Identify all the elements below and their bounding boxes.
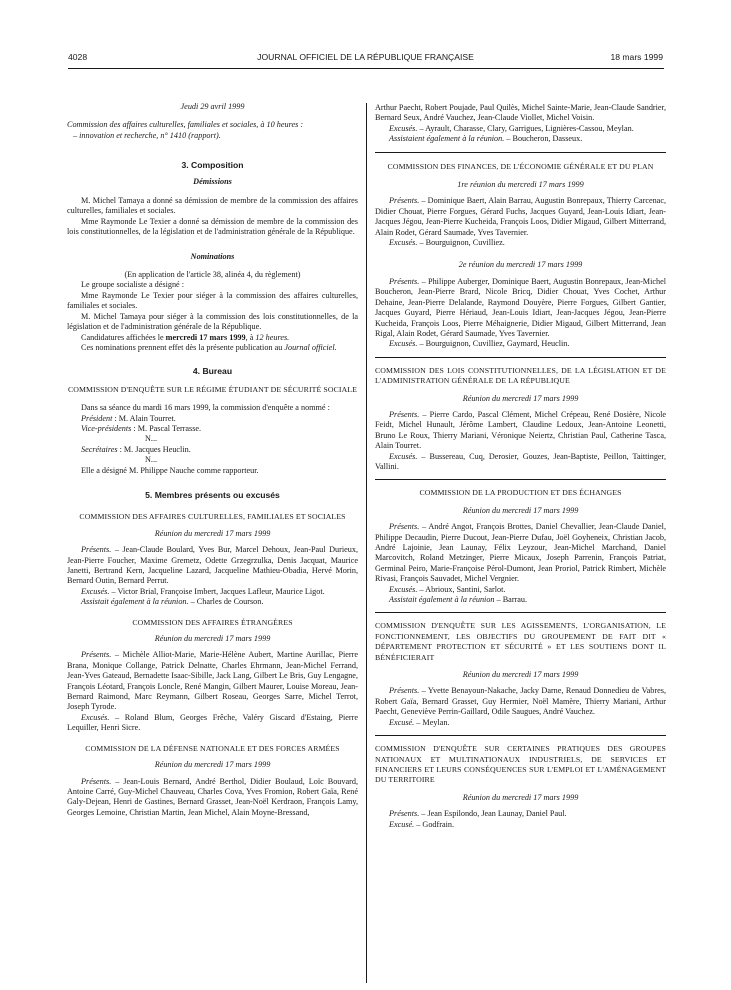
- bureau-seance: Dans sa séance du mardi 16 mars 1999, la commission d'enquête a nommé :: [81, 403, 330, 413]
- excuses-label: Excusés.: [389, 238, 418, 248]
- bureau-president: [67, 414, 358, 424]
- excuses-list: – Bourguignon, Cuvilliez.: [417, 238, 505, 248]
- vice-presidents-label: Vice-présidents: [81, 423, 132, 433]
- commission-finances: COMMISSION DES FINANCES, DE L'ÉCONOMIE GÉNÉRALE ET DU PLAN: [387, 161, 654, 171]
- demission-2: Mme Raymonde Le Texier a donné sa démission de membre de la commission des lois constitutionnelles, de la législation et de l'administration générale de la République.: [67, 216, 358, 237]
- c3-presents: [67, 777, 358, 819]
- c4-reunion-2-date: 2e réunion du mercredi 17 mars 1999: [458, 260, 583, 270]
- session-date: Jeudi 29 avril 1999: [180, 102, 245, 111]
- c7-excuse: [375, 718, 666, 728]
- c8-excuse: [375, 820, 666, 830]
- bureau-rapporteur: Elle a désigné M. Philippe Nauche comme rapporteur.: [81, 465, 259, 475]
- assistaient-label: Assistaient également à la réunion.: [389, 134, 505, 144]
- presents-label: Présents.: [81, 776, 112, 786]
- c2-excuses: [67, 713, 358, 734]
- c2-presents: [67, 650, 358, 712]
- section-bureau-title: 4. Bureau: [192, 366, 233, 377]
- bureau-secretaires: [67, 445, 358, 455]
- secretaire-vacant: N...: [145, 455, 158, 465]
- c4-r1-presents: [375, 196, 666, 238]
- secretaires-label: Secrétaires: [81, 444, 118, 454]
- vice-president-vacant: N...: [145, 434, 158, 444]
- vice-president-name: : M. Pascal Terrasse.: [131, 423, 202, 433]
- page-header: [68, 52, 663, 66]
- c3-presents-continued: Arthur Paecht, Robert Poujade, Paul Quilès, Michel Sainte-Marie, Jean-Claude Sandrier, Bernard Seux, André Vauchez, Jean-Claude Viollet, Michel Voisin.: [375, 103, 666, 123]
- c5-date: Réunion du mercredi 17 mars 1999: [462, 393, 579, 403]
- nomination-1: Mme Raymonde Le Texier pour siéger à la commission des affaires culturelles, familiales et sociales.: [67, 290, 358, 311]
- excuses-label: Excusés.: [389, 123, 418, 133]
- excuses-list: – Bussereau, Cuq, Derosier, Gouzes, Jean-Baptiste, Peillon, Taittinger, Vallini.: [375, 451, 666, 471]
- left-column: [67, 102, 358, 818]
- presents-label: Présents.: [389, 686, 420, 696]
- nomination-2: M. Michel Tamaya pour siéger à la commission des lois constitutionnelles, de la législation et de l'administration générale de la République.: [67, 311, 358, 332]
- presents-label: Présents.: [81, 545, 112, 555]
- c1-presents: [67, 545, 358, 587]
- excuses-list: – Bourguignon, Cuvilliez, Gaymard, Heuclin.: [417, 339, 570, 349]
- page-number: 4028: [68, 52, 88, 62]
- nominations-reference: (En application de l'article 38, alinéa 4, du règlement): [124, 270, 301, 280]
- presents-list: – Jean-Louis Bernard, André Berthol, Didier Boulaud, Loïc Bouvard, Antoine Carré, Guy-Michel Chauveau, Charles Cova, Yves Fromion, Robert Gaïa, René Galy-Dejean, Henri de Gastines, Bernard Grasset, Jean-Noël Kerdraon, François Lamy, Georges Lemoine, Christian Martin, Jean Michel, Alain Moyne-Bressand,: [67, 776, 358, 817]
- c6-presents: [375, 522, 666, 584]
- commission-line: Commission des affaires culturelles, familiales et sociales, à 10 heures :: [67, 120, 304, 130]
- separator-rule: [375, 152, 666, 153]
- presents-label: Présents.: [389, 809, 420, 819]
- commission-enquete-dps: COMMISSION D'ENQUÊTE SUR LES AGISSEMENTS, L'ORGANISATION, LE FONCTIONNEMENT, LES OBJECTIFS DU GROUPEMENT DE FAIT DIT « DÉPARTEMENT PROTECTION ET SÉCURITÉ » ET LES SOUTIENS DONT IL BÉNÉFICIERAIT: [375, 621, 666, 662]
- presents-list: – Yvette Benayoun-Nakache, Jacky Darne, Renaud Donnedieu de Vabres, Robert Gaïa, Bernard Grasset, Guy Hermier, Noël Mamère, Thierry Mariani, Arthur Paecht, Geneviève Perrin-Gaillard, Odile Saugues, André Vauchez.: [375, 686, 666, 717]
- excuses-list: – Victor Brial, Françoise Imbert, Jacques Lafleur, Maurice Ligot.: [109, 586, 325, 596]
- commission-lois-constitutionnelles: COMMISSION DES LOIS CONSTITUTIONNELLES, DE LA LÉGISLATION ET DE L'ADMINISTRATION GÉNÉRALE DE LA RÉPUBLIQUE: [375, 365, 666, 386]
- demissions-title: Démissions: [193, 176, 232, 186]
- commission-affaires-etrangeres: COMMISSION DES AFFAIRES ÉTRANGÈRES: [132, 617, 293, 627]
- c8-date: Réunion du mercredi 17 mars 1999: [462, 792, 579, 802]
- presents-list: – Pierre Cardo, Pascal Clément, Michel Crépeau, René Dosière, Nicole Feidt, Michel Hunault, Jérôme Lambert, Claudine Ledoux, Jean-Antoine Leonetti, Bruno Le Roux, Thierry Mariani, Véronique Neiertz, Christian Paul, Catherine Tasca, Alain Tourret.: [375, 409, 666, 451]
- c4-reunion-1-date: 1re réunion du mercredi 17 mars 1999: [457, 180, 584, 190]
- excuse-label: Excusé.: [389, 717, 415, 727]
- commission-production-echanges: COMMISSION DE LA PRODUCTION ET DES ÉCHANGES: [419, 488, 622, 498]
- separator-rule: [375, 357, 666, 358]
- header-rule: [68, 68, 664, 69]
- issue-date: 18 mars 1999: [610, 52, 663, 62]
- separator-rule: [375, 735, 666, 736]
- excuse-label: Excusé.: [389, 819, 415, 829]
- presents-label: Présents.: [389, 409, 420, 419]
- excuses-label: Excusés.: [81, 712, 110, 722]
- c2-date: Réunion du mercredi 17 mars 1999: [154, 634, 271, 644]
- nominations-effect-text: Ces nominations prennent effet dès la présente publication au: [81, 342, 285, 352]
- assistait-name: – Charles de Courson.: [188, 597, 264, 607]
- c1-excuses: [67, 587, 358, 597]
- excuses-list: – Abrioux, Santini, Sarlot.: [417, 584, 506, 594]
- c3-assistaient: [375, 134, 666, 144]
- presents-list: – André Angot, François Brottes, Daniel Chevallier, Jean-Claude Daniel, Philippe Decaudin, Pierre Ducout, Jean-Pierre Dufau, Joël Goyheneix, Christian Jacob, André Lajoinie, Jean Launay, Félix Leyzour, Jean-Michel Marchand, Daniel Marcovitch, Roland Metzinger, Pierre Micaux, Joseph Parrenin, François Patriat, Germinal Peiro, Marie-Françoise Pérol-Dumont, Jean Proriol, Patrick Rimbert, Michèle Rivasi, François Sauvadet, Michel Vergnier.: [375, 522, 666, 584]
- nominations-title: Nominations: [190, 251, 235, 261]
- assistaient-names: – Boucheron, Dasseux.: [504, 134, 583, 144]
- excuses-label: Excusés.: [81, 586, 110, 596]
- commission-defense-nationale: COMMISSION DE LA DÉFENSE NATIONALE ET DES FORCES ARMÉES: [85, 743, 340, 753]
- nominations-intro: Le groupe socialiste a désigné :: [81, 280, 184, 290]
- c6-excuses: [375, 585, 666, 595]
- c4-r2-presents: [375, 277, 666, 339]
- excuses-list: – Ayrault, Charasse, Clary, Garrigues, Lignières-Cassou, Meylan.: [417, 123, 634, 133]
- agenda-item: – innovation et recherche, n° 1410 (rapport).: [73, 130, 221, 140]
- presents-label: Présents.: [81, 650, 112, 660]
- presents-label: Présents.: [389, 522, 420, 532]
- column-divider: [366, 103, 367, 983]
- c4-r1-excuses: [375, 238, 666, 248]
- c5-presents: [375, 410, 666, 452]
- demission-1: M. Michel Tamaya a donné sa démission de membre de la commission des affaires culturelles, familiales et sociales.: [67, 196, 358, 216]
- presents-list: – Dominique Baert, Alain Barrau, Augustin Bonrepaux, Thierry Carcenac, Didier Chouat, Pierre Forgues, Gérard Fuchs, Jacques Guyard, Jean-Louis Idiart, Jean-Jacques Jégou, Jean-Pierre Kucheida, François Loos, Didier Migaud, Gilbert Mitterrand, Alain Rodet, Gérard Saumade, Yves Tavernier.: [375, 196, 666, 237]
- assistait-label: Assistait également à la réunion: [389, 595, 495, 605]
- c1-date: Réunion du mercredi 17 mars 1999: [154, 528, 271, 538]
- journal-title: JOURNAL OFFICIEL DE LA RÉPUBLIQUE FRANÇAISE: [257, 52, 474, 62]
- c6-date: Réunion du mercredi 17 mars 1999: [462, 505, 579, 515]
- candidatures-time: 12 heures.: [255, 332, 290, 342]
- bureau-commission-name: COMMISSION D'ENQUÊTE SUR LE RÉGIME ÉTUDIANT DE SÉCURITÉ SOCIALE: [67, 384, 358, 394]
- c6-assistait: [375, 595, 666, 605]
- c5-excuses: [375, 452, 666, 473]
- bureau-vice-presidents: [67, 424, 358, 434]
- presents-list: – Michèle Alliot-Marie, Marie-Hélène Aubert, Martine Aurillac, Pierre Brana, Monique Collange, Patrick Delnatte, Charles Ehrmann, Jean-Michel Ferrand, Jean-Yves Gateaud, Bernadette Isaac-Sibille, Jack Lang, Gilbert Le Bris, Guy Lengagne, François Léotard, François Loncle, René Mangin, Gilbert Maurer, Louise Moreau, Jean-Bernard Raimond, Marc Reymann, Gilbert Roseau, Georges Sarre, Michel Terrot, Joseph Tyrode.: [67, 650, 358, 712]
- c3-date: Réunion du mercredi 17 mars 1999: [154, 760, 271, 770]
- c4-r2-excuses: [375, 339, 666, 349]
- separator-rule: [375, 479, 666, 480]
- president-name: : M. Alain Tourret.: [112, 413, 176, 423]
- c8-presents: [375, 809, 666, 819]
- excuses-label: Excusés.: [389, 339, 418, 349]
- excuse-name: – Godfrain.: [414, 819, 455, 829]
- presents-label: Présents.: [389, 276, 420, 286]
- journal-officiel-ref: Journal officiel.: [284, 342, 337, 352]
- separator-rule: [375, 612, 666, 613]
- c3-excuses: [375, 124, 666, 134]
- right-column: [375, 103, 666, 830]
- president-label: Président: [81, 413, 113, 423]
- presents-list: – Jean-Claude Boulard, Yves Bur, Marcel Dehoux, Jean-Paul Durieux, Jean-Pierre Foucher, Maxime Gremetz, Odette Grzegrzulka, Denis Jacquat, Maurice Janetti, Bertrand Kern, Jacqueline Lazard, Jacqueline Mathieu-Obadia, Hervé Morin, Bernard Outin, Bernard Perrut.: [67, 545, 358, 586]
- c7-presents: [375, 686, 666, 717]
- commission-affaires-culturelles: COMMISSION DES AFFAIRES CULTURELLES, FAMILIALES ET SOCIALES: [79, 512, 346, 522]
- excuses-list: – Roland Blum, Georges Frêche, Valéry Giscard d'Estaing, Pierre Lequiller, Henri Sicre.: [67, 712, 358, 733]
- presents-label: Présents.: [389, 196, 420, 206]
- secretaire-name: : M. Jacques Heuclin.: [117, 444, 191, 454]
- c1-assistait: [67, 597, 358, 607]
- candidatures-sep: , à: [245, 332, 256, 342]
- section-membres-title: 5. Membres présents ou excusés: [145, 489, 280, 500]
- candidatures-date: mercredi 17 mars 1999: [165, 332, 246, 342]
- assistait-label: Assistait également à la réunion.: [81, 597, 189, 607]
- candidatures-text: Candidatures affichées le: [81, 332, 166, 342]
- excuse-name: – Meylan.: [414, 717, 450, 727]
- assistait-name: – Barrau.: [494, 595, 528, 605]
- excuses-label: Excusés.: [389, 451, 418, 461]
- c7-date: Réunion du mercredi 17 mars 1999: [462, 670, 579, 680]
- nominations-effect: [67, 343, 358, 353]
- section-composition-title: 3. Composition: [181, 160, 244, 171]
- candidatures-line: [67, 333, 358, 343]
- presents-list: – Philippe Auberger, Dominique Baert, Augustin Bonrepaux, Jean-Michel Boucheron, Jean-Pierre Brard, Nicole Bricq, Didier Chouat, Yves Cochet, Arthur Dehaine, Jean-Pierre Delalande, Raymond Douyère, Pierre Forgues, Gilbert Gantier, Jacques Guyard, Pierre Hériaud, Jean-Louis Idiart, Jean-Jacques Jégou, Jean-Pierre Kucheida, François Loos, Pierre Méhaignerie, Didier Migaud, Gilbert Mitterrand, Jean Rigal, Alain Rodet, Gérard Saumade, Yves Tavernier.: [375, 276, 666, 338]
- presents-list: – Jean Espilondo, Jean Launay, Daniel Paul.: [419, 809, 567, 819]
- excuses-label: Excusés.: [389, 584, 418, 594]
- commission-enquete-groupes: COMMISSION D'ENQUÊTE SUR CERTAINES PRATIQUES DES GROUPES NATIONAUX ET MULTINATIONAUX INDUSTRIELS, DE SERVICES ET FINANCIERS ET LEURS CONSÉQUENCES SUR L'EMPLOI ET L'AMÉNAGEMENT DU TERRITOIRE: [375, 744, 666, 785]
